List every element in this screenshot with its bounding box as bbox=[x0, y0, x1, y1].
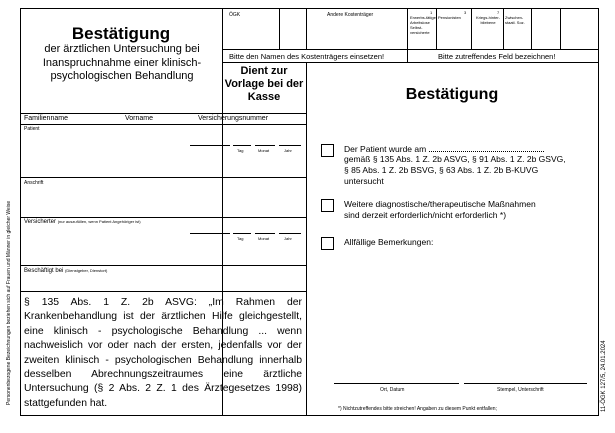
item3-label: Allfällige Bemerkungen: bbox=[344, 237, 434, 247]
versicherter-label bbox=[24, 219, 141, 226]
checkbox-bemerkungen[interactable] bbox=[321, 237, 334, 250]
andere-kostentraeger-label: Andere Kostenträger bbox=[327, 12, 374, 18]
grid-div-3 bbox=[407, 8, 408, 49]
col-erwerb-label: Erwerbs-tätige Arbeitslose Selbst-versicherte bbox=[410, 15, 436, 35]
vers-vsnr-line bbox=[190, 233, 230, 234]
ort-datum-line[interactable] bbox=[334, 383, 459, 384]
frame-top bbox=[20, 8, 599, 9]
vers-monat-line bbox=[255, 233, 275, 234]
patient-vsnr-line bbox=[190, 145, 230, 146]
grid-div-6 bbox=[503, 8, 504, 49]
vers-tag-label: Tag bbox=[237, 236, 244, 241]
header-subtitle: der ärztlichen Untersuchung bei Inanspruchnahme einer klinisch-psychologischen Behandlung bbox=[42, 43, 202, 82]
paragraph-line bbox=[20, 291, 307, 292]
item1-line-c: § 85 Abs. 1 Z. 2b BSVG, § 63 Abs. 1 Z. 2b B-KUVG bbox=[344, 165, 539, 175]
beschaeftigt-text: Beschäftigt bei bbox=[24, 268, 64, 274]
grid-div-4 bbox=[436, 8, 437, 49]
item1-line-d: untersucht bbox=[344, 176, 384, 186]
dient-vorlage: Dient zur Vorlage bei der Kasse bbox=[224, 65, 304, 103]
col-erwerb-num: 1 bbox=[430, 10, 433, 15]
item1-date-field[interactable] bbox=[429, 143, 544, 152]
grid-div-1 bbox=[279, 8, 280, 49]
vers-monat-label: Monat bbox=[258, 236, 270, 241]
versicherungsnummer-label: Versicherungsnummer bbox=[198, 115, 269, 122]
col-kriegs-label: Kriegs-hinter-bliebene bbox=[476, 15, 501, 25]
grid-div-5 bbox=[471, 8, 472, 49]
col-pension-num: 3 bbox=[464, 10, 467, 15]
oek-label: ÖGK bbox=[229, 12, 241, 18]
frame-bottom bbox=[20, 415, 599, 416]
grid-bottom-line bbox=[222, 49, 599, 50]
patient-monat-line bbox=[255, 145, 275, 146]
patient-monat-label: Monat bbox=[258, 148, 270, 153]
item1-text-a: Der Patient wurde am bbox=[344, 144, 427, 154]
col-zwischen-label: Zwischen-staatl. Soz. bbox=[505, 15, 525, 25]
vers-jahr-label: Jahr bbox=[284, 236, 292, 241]
item2-line-a: Weitere diagnostische/therapeutische Maßnahmen bbox=[344, 199, 536, 209]
patient-jahr-line bbox=[279, 145, 301, 146]
note-feld: Bitte zutreffendes Feld bezeichnen! bbox=[438, 52, 556, 61]
patient-label: Patient bbox=[24, 126, 40, 132]
side-left-text: Personenbezogene Bezeichnungen beziehen sich auf Frauen und Männer in gleicher Weise bbox=[6, 200, 12, 405]
checkbox-untersucht[interactable] bbox=[321, 144, 334, 157]
notes-bottom-line bbox=[222, 62, 599, 63]
anschrift-line bbox=[20, 177, 307, 178]
name-sub-line bbox=[20, 124, 307, 125]
vers-jahr-line bbox=[279, 233, 301, 234]
note-kostentraeger: Bitte den Namen des Kostenträgers einsetzen! bbox=[229, 52, 385, 61]
patient-jahr-label: Jahr bbox=[284, 148, 292, 153]
versicherter-line bbox=[20, 217, 307, 218]
familienname-label: Familienname bbox=[24, 115, 68, 122]
notes-divider bbox=[407, 49, 408, 62]
grid-div-2 bbox=[306, 8, 307, 49]
item2-line-b: sind derzeit erforderlich/nicht erforderlich *) bbox=[344, 210, 507, 220]
footnote: *) Nichtzutreffendes bitte streichen! Angaben zu diesem Punkt entfallen; bbox=[338, 406, 497, 412]
versicherter-text: Versicherter bbox=[24, 219, 57, 225]
legal-paragraph: § 135 Abs. 1 Z. 2b ASVG: „Im Rahmen der Krankenbehandlung ist der ärztlichen Hilfe gleichgestellt, eine klinisch - psychologische Behandlung ... wenn nachweislich vor oder nach der ersten, jedenfalls vor der zweiten klinisch - psychologischen Behandlung innerhalb desselben Abrechnungszeitraumes eine ärztliche Untersuchung (§ 2 Abs. 2 Z. 1 des Ärztegesetzes 1998) stattgefunden hat. bbox=[24, 297, 302, 409]
patient-tag-line bbox=[233, 145, 251, 146]
center-divider bbox=[306, 62, 307, 416]
header-title: Bestätigung bbox=[71, 24, 171, 43]
ort-datum-label: Ort, Datum bbox=[380, 387, 405, 393]
beschaeftigt-label bbox=[24, 268, 107, 275]
frame-left bbox=[20, 8, 21, 416]
versicherter-note: (nur auszufüllen, wenn Patient Angehöriger ist) bbox=[57, 219, 141, 224]
right-title: Bestätigung bbox=[405, 86, 499, 103]
patient-tag-label: Tag bbox=[237, 148, 244, 153]
grid-div-8 bbox=[560, 8, 561, 49]
beschaeftigt-line bbox=[20, 265, 307, 266]
stempel-line[interactable] bbox=[464, 383, 587, 384]
checkbox-massnahmen[interactable] bbox=[321, 199, 334, 212]
vorname-label: Vorname bbox=[125, 115, 154, 122]
frame-right bbox=[598, 8, 599, 416]
name-header-line bbox=[20, 113, 307, 114]
col-kriegs-num: 7 bbox=[497, 10, 500, 15]
vers-tag-line bbox=[233, 233, 251, 234]
stempel-label: Stempel, Unterschrift bbox=[497, 387, 544, 393]
side-right-text: 11-ÖGK 127/5, 24.01.2024 bbox=[601, 340, 607, 412]
item1-line-b: gemäß § 135 Abs. 1 Z. 2b ASVG, § 91 Abs. 1 Z. 2b GSVG, bbox=[344, 154, 566, 164]
col-pension-label: Pensionisten bbox=[438, 15, 461, 20]
grid-div-7 bbox=[531, 8, 532, 49]
beschaeftigt-note: (Dienstgeber, Dienstort) bbox=[65, 268, 108, 273]
anschrift-label: Anschrift bbox=[24, 180, 44, 186]
